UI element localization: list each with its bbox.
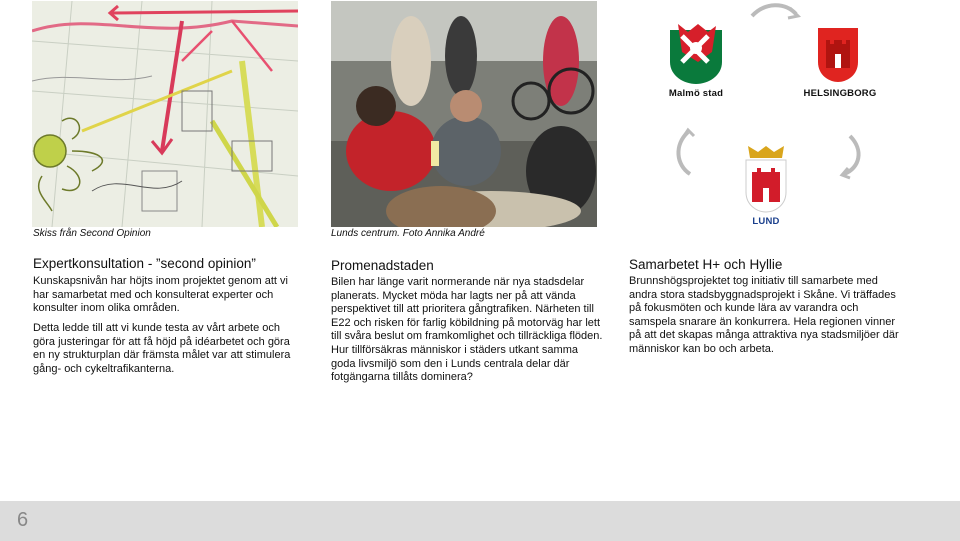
lund-shield-icon [744, 144, 788, 214]
expert-paragraph-2: Detta ledde till att vi kunde testa av vårt arbete och göra justeringar för att få höjd på idéarbetet och göra en ny strukturplan där främsta målet var att stimulera gång- och cykeltrafikanterna. [33, 322, 291, 375]
page-footer [0, 501, 960, 541]
expert-heading: Expertkonsultation - ”second opinion” [33, 256, 256, 271]
page-number: 6 [17, 509, 29, 531]
sketch-caption: Skiss från Second Opinion [33, 228, 151, 239]
lund-logo-label: LUND [752, 216, 780, 227]
malmo-logo-label: Malmö stad [668, 88, 724, 99]
helsingborg-logo-label: HELSINGBORG [803, 88, 877, 99]
malmo-shield-icon [668, 22, 724, 86]
logos-diagram [640, 0, 900, 232]
expert-paragraph-1: Kunskapsnivån har höjts inom projektet genom att vi har samarbetat med och konsulterat experter och konsulter inom olika områden. [33, 275, 288, 315]
helsingborg-shield-icon [816, 26, 860, 84]
sketch-illustration [32, 1, 298, 227]
sketch-image [32, 1, 298, 227]
samarbetet-heading: Samarbetet H+ och Hyllie [629, 257, 783, 272]
photo-caption: Lunds centrum. Foto Annika André [331, 228, 485, 239]
street-photo-illustration [331, 1, 597, 227]
promenadstaden-paragraph: Bilen har länge varit normerande när nya stadsdelar planerats. Mycket möda har lagts ner på att vända perspektivet till att prioritera gångtrafiken. Närheten till E22 och risken för farlig köbildning på motorväg har lett till svåra beslut om framkomlighet och tillräckliga flöden. Hur tillförsäkras människor i städers utkant samma goda livsmiljö som den i Lunds centrala delar där fotgängarna tillåts dominera? [331, 276, 603, 384]
samarbetet-paragraph: Brunnshögsprojektet tog initiativ till samarbete med andra stora stadsbyggnadsprojekt i Skåne. Vi träffades på fokusmöten och kunde lära av varandra och samspela snarare än konkurrera. Hela regionen vinner på att det skapas många attraktiva nya stadsmiljöer där människor kan bo och arbeta. [629, 275, 899, 355]
promenadstaden-heading: Promenadstaden [331, 258, 434, 273]
street-photo [331, 1, 597, 227]
